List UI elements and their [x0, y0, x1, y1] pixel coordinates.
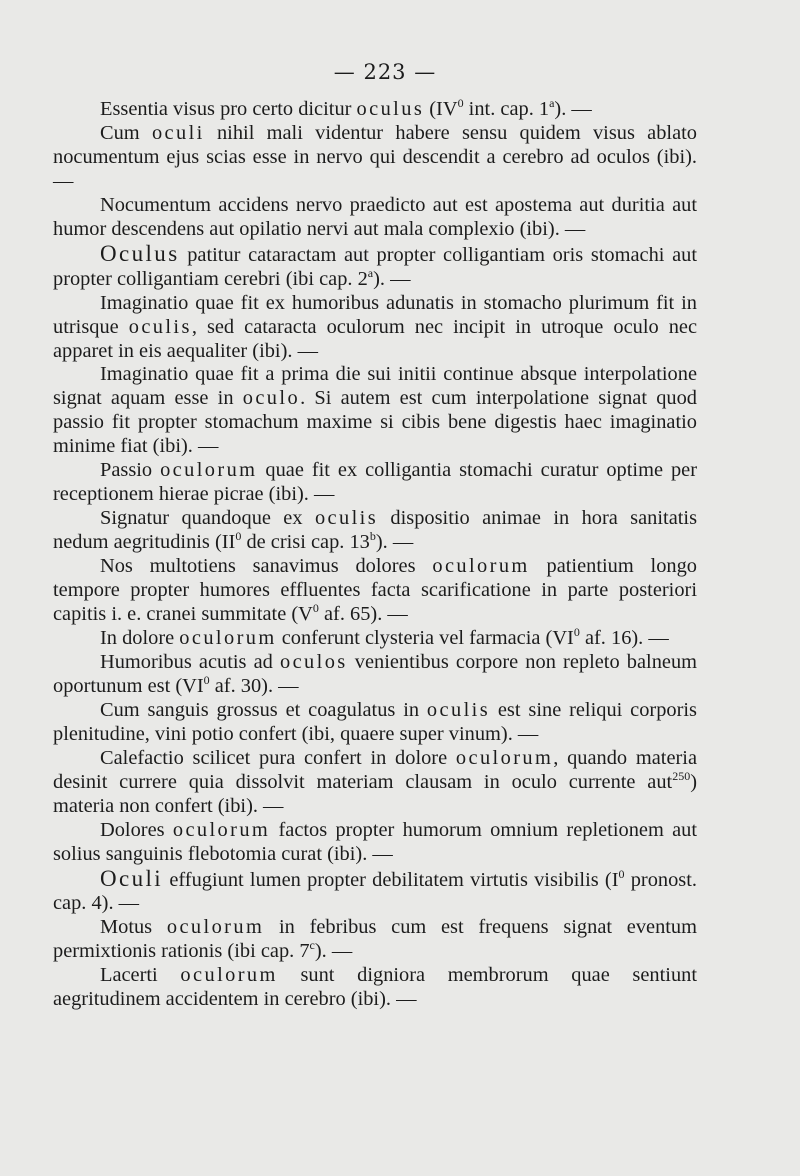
- page-number: — 223 —: [333, 60, 437, 84]
- entry: Cum oculi nihil mali videntur habere sensu quidem visus ablato nocumentum ejus scias esse in nervo qui descendit a cerebro ad oculos (ibi). —: [53, 121, 697, 192]
- entry: Lacerti oculorum sunt digniora membrorum quae sentiunt aegritudinem accidentem in cerebro (ibi). —: [53, 964, 697, 1011]
- entry: Nocumentum accidens nervo praedicto aut est apostema aut duritia aut humor descendens aut opilatio nervi aut mala complexio (ibi). —: [53, 193, 697, 240]
- entry: Motus oculorum in febribus cum est frequens signat eventum permixtionis rationis (ibi cap. 7$^c$). —: [53, 916, 697, 963]
- entry: Essentia visus pro certo dicitur oculus ($IV^0$ int. cap. 1$^a$). —: [100, 96, 592, 120]
- entry: Passio oculorum quae fit ex colligantia stomachi curatur optime per receptionem hierae picrae (ibi). —: [53, 459, 697, 506]
- entry: Nos multotiens sanavimus dolores oculorum patientium longo tempore propter humores effluentes facta scarificatione in parte posteriori capitis i. e. cranei summitate ($V^0$ af. 65). —: [53, 555, 697, 626]
- entry: Oculus patitur cataractam aut propter colligantiam oris stomachi aut propter colligantiam cerebri (ibi cap. 2$^a$). —: [53, 240, 697, 290]
- entry: Humoribus acutis ad oculos venientibus corpore non repleto balneum oportunum est ($VI^0$ af. 30). —: [53, 650, 697, 697]
- entry: Cum sanguis grossus et coagulatus in oculis est sine reliqui corporis plenitudine, vini potio confert (ibi, quaere super vinum). —: [53, 698, 697, 745]
- entry: Oculi effugiunt lumen propter debilitatem virtutis visibilis ($I^0$ pronost. cap. 4). —: [53, 865, 697, 915]
- entry: Calefactio scilicet pura confert in dolore oculorum, quando materia desinit currere quia dissolvit materiam clausam in oculo currente aut$^{250}$) materia non confert (ibi). —: [53, 746, 698, 817]
- entry: Dolores oculorum factos propter humorum omnium repletionem aut solius sanguinis flebotomia curat (ibi). —: [53, 818, 698, 865]
- entry-list: [53, 98, 697, 1012]
- entry: Imaginatio quae fit a prima die sui initii continue absque interpolatione signat aquam esse in oculo. Si autem est cum interpolatione signat quod passio fit propter stomachum maxime si cibis bene digestis haec imaginatio minime fiat (ibi). —: [53, 363, 698, 458]
- entry: Imaginatio quae fit ex humoribus adunatis in stomacho plurimum fit in utrisque oculis, sed cataracta oculorum nec incipit in utroque oculo nec apparet in eis aequaliter (ibi). —: [53, 291, 697, 362]
- entry: Signatur quandoque ex oculis dispositio animae in hora sanitatis nedum aegritudinis ($II^0$ de crisi cap. 13$^b$). —: [53, 507, 698, 554]
- entry: In dolore oculorum conferunt clysteria vel farmacia ($VI^0$ af. 16). —: [100, 624, 669, 649]
